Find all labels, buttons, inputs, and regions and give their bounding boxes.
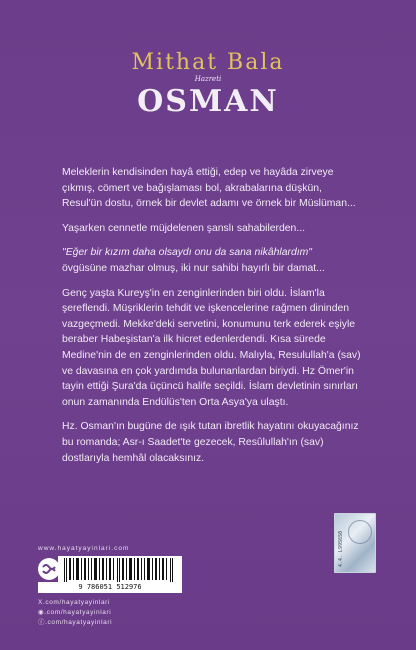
blurb-paragraph-3	[62, 245, 362, 276]
hologram-seal-icon	[348, 520, 372, 544]
blurb-paragraph-2: Yaşarken cennetle müjdelenen şanslı sahabilerden...	[62, 222, 305, 234]
blurb-quote: "Eğer bir kızım daha olsaydı onu da sana nikâhlardım"	[62, 247, 312, 259]
blurb-quote-followup: övgüsüne mazhar olmuş, iki nur sahibi hayırlı bir damat...	[62, 262, 325, 274]
title-honorific: Hazreti	[194, 75, 222, 83]
hologram-code: 4.4. L99S6S0	[338, 530, 344, 567]
publisher-socials	[38, 598, 112, 628]
blurb-paragraph-4: Genç yaşta Kureyş'in en zenginlerinden biri oldu. İslam'la şereflendi. Müşriklerin tehdit ve işkencelerine rağmen dininden vazgeçmedi. Mekke'deki servetini, konumunu terk ederek eşiyle beraber Habeşistan'a ilk hicret edenlerdendi. Kısa sürede Medine'nin de en zenginlerinden oldu. Malıyla, Resulullah'a (sav) ve davasına en çok yardımda bulunanlardan biriydi. Hz Ömer'in tayin ettiği Şura'da üçüncü halife seçildi. İslam devletinin sınırları onun zamanında Endülüs'ten Orta Asya'ya ulaştı.	[62, 287, 361, 408]
publisher-logo-icon	[38, 558, 60, 580]
publisher-logo	[38, 558, 60, 580]
book-title: OSMAN	[137, 84, 279, 119]
social-instagram: ◉.com/hayatyayinlari	[38, 609, 112, 616]
isbn-number: 9 786051 512976	[38, 582, 182, 593]
author-name: Mithat Bala	[131, 50, 285, 75]
barcode-bars-icon	[58, 556, 182, 582]
back-cover-blurb	[62, 165, 362, 475]
publisher-website: www.hayatyayinlari.com	[38, 545, 130, 552]
blurb-paragraph-5: Hz. Osman'ın bugüne de ışık tutan ibretlik hayatını okuyacağınız bu romanda; Asr-ı Saadet'te gezecek, Resûlullah'ın (sav) dostlarıyla hemhâl olacaksınız.	[62, 421, 359, 464]
blurb-paragraph-1: Meleklerin kendisinden hayâ ettiği, edep ve hayâda zirveye çıkmış, cömert ve bağışlaması bol, akrabalarına düşkün, Resul'ün dostu, örnek bir devlet adamı ve örnek bir Müslüman...	[62, 167, 356, 210]
social-x: X.com/hayatyayinlari	[38, 599, 110, 606]
social-facebook: ⓕ.com/hayatyayinlari	[38, 619, 113, 626]
